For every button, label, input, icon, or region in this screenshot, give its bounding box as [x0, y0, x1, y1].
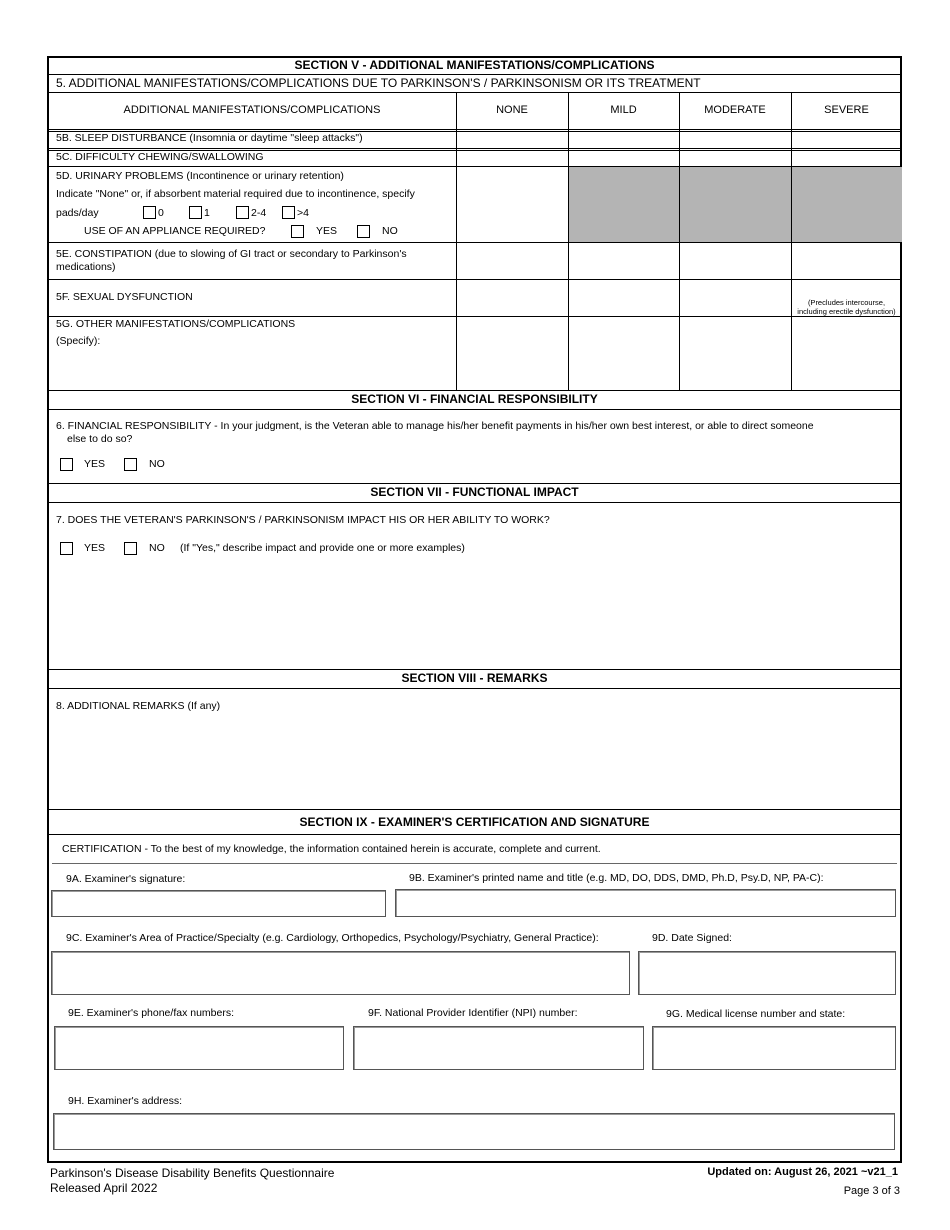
divider	[48, 316, 901, 317]
pads-1-checkbox[interactable]	[189, 206, 202, 219]
row-5c-label: 5C. DIFFICULTY CHEWING/SWALLOWING	[56, 151, 264, 163]
col-header-moderate: MODERATE	[704, 104, 766, 116]
section7-question: 7. DOES THE VETERAN'S PARKINSON'S / PARKINSONISM IMPACT HIS OR HER ABILITY TO WORK?	[56, 514, 550, 526]
col-header-none: NONE	[496, 104, 528, 116]
impact-yes-checkbox[interactable]	[60, 542, 73, 555]
appliance-question: USE OF AN APPLIANCE REQUIRED?	[84, 225, 266, 237]
rating-cell-5e-none[interactable]	[457, 243, 567, 278]
appliance-yes-checkbox[interactable]	[291, 225, 304, 238]
phone-fax-field[interactable]	[54, 1026, 344, 1070]
divider	[48, 502, 901, 503]
remarks-area[interactable]	[52, 716, 897, 806]
footer-page-number: Page 3 of 3	[843, 1185, 900, 1197]
section6-heading: SECTION VI - FINANCIAL RESPONSIBILITY	[351, 392, 598, 406]
divider	[48, 834, 901, 835]
impact-note: (If "Yes," describe impact and provide one or more examples)	[180, 542, 465, 554]
row-5d-instructions: Indicate "None" or, if absorbent material required due to incontinence, specify	[56, 188, 415, 200]
label-9b: 9B. Examiner's printed name and title (e.g. MD, DO, DDS, DMD, Ph.D, Psy.D, NP, PA-C):	[409, 872, 824, 884]
remarks-label: 8. ADDITIONAL REMARKS (If any)	[56, 700, 221, 712]
divider	[48, 409, 901, 410]
pads-0-checkbox[interactable]	[143, 206, 156, 219]
label-9a: 9A. Examiner's signature:	[66, 873, 186, 885]
footer-released: Released April 2022	[50, 1181, 158, 1195]
label-9h: 9H. Examiner's address:	[68, 1095, 183, 1107]
column-divider	[568, 92, 569, 390]
certification-text: CERTIFICATION - To the best of my knowledge, the information contained herein is accurate, complete and current.	[62, 843, 601, 855]
signature-field[interactable]	[51, 890, 386, 917]
row-5g-specify: (Specify):	[56, 335, 101, 347]
npi-field[interactable]	[353, 1026, 644, 1070]
footer-updated: Updated on: August 26, 2021 ~v21_1	[707, 1166, 898, 1178]
row-5f-note-cont: including erectile dysfunction)	[797, 307, 896, 316]
label-9e: 9E. Examiner's phone/fax numbers:	[68, 1007, 235, 1019]
shaded-cells	[569, 167, 902, 242]
pads-0-label: 0	[158, 207, 164, 219]
label-9g: 9G. Medical license number and state:	[666, 1008, 846, 1020]
divider	[48, 148, 901, 149]
printed-name-field[interactable]	[395, 889, 896, 917]
column-divider	[791, 92, 792, 390]
specialty-field[interactable]	[51, 951, 630, 995]
footer-form-title: Parkinson's Disease Disability Benefits Questionnaire	[50, 1166, 335, 1180]
pads-2-4-label: 2-4	[251, 207, 267, 219]
section9-heading: SECTION IX - EXAMINER'S CERTIFICATION AND SIGNATURE	[299, 815, 650, 829]
divider	[52, 863, 897, 864]
divider	[48, 809, 901, 810]
col-header-mild: MILD	[610, 104, 637, 116]
col-header-manifestations: ADDITIONAL MANIFESTATIONS/COMPLICATIONS	[123, 104, 381, 116]
col-header-severe: SEVERE	[824, 104, 869, 116]
pads-2-4-checkbox[interactable]	[236, 206, 249, 219]
row-5e-label: 5E. CONSTIPATION (due to slowing of GI tract or secondary to Parkinson's	[56, 248, 407, 260]
pads-gt4-checkbox[interactable]	[282, 206, 295, 219]
appliance-no-label: NO	[382, 225, 398, 237]
divider	[48, 279, 901, 280]
appliance-no-checkbox[interactable]	[357, 225, 370, 238]
divider	[48, 74, 901, 75]
label-9d: 9D. Date Signed:	[652, 932, 732, 944]
section6-question: 6. FINANCIAL RESPONSIBILITY - In your judgment, is the Veteran able to manage his/her benefit payments in his/her own best interest, or able to direct someone	[56, 420, 814, 432]
section8-heading: SECTION VIII - REMARKS	[401, 671, 548, 685]
section5-question: 5. ADDITIONAL MANIFESTATIONS/COMPLICATIONS DUE TO PARKINSON'S / PARKINSONISM OR ITS TREATMENT	[56, 76, 701, 90]
label-9f: 9F. National Provider Identifier (NPI) number:	[368, 1007, 578, 1019]
divider	[48, 129, 901, 130]
row-5f-note: (Precludes intercourse,	[807, 298, 886, 307]
impact-yes-label: YES	[84, 542, 106, 554]
financial-yes-label: YES	[84, 458, 106, 470]
date-signed-field[interactable]	[638, 951, 896, 995]
pads-gt4-label: >4	[297, 207, 309, 219]
section7-heading: SECTION VII - FUNCTIONAL IMPACT	[370, 485, 579, 499]
financial-no-checkbox[interactable]	[124, 458, 137, 471]
row-5b-label: 5B. SLEEP DISTURBANCE (Insomnia or daytime "sleep attacks")	[56, 132, 363, 144]
row-5g-label: 5G. OTHER MANIFESTATIONS/COMPLICATIONS	[56, 318, 296, 330]
rating-cell-5b-none[interactable]	[457, 132, 567, 148]
financial-yes-checkbox[interactable]	[60, 458, 73, 471]
label-9c: 9C. Examiner's Area of Practice/Specialty (e.g. Cardiology, Orthopedics, Psychology/Psychiatry, General Practice):	[66, 932, 599, 944]
column-divider	[679, 92, 680, 390]
section5-heading: SECTION V - ADDITIONAL MANIFESTATIONS/COMPLICATIONS	[294, 58, 655, 72]
impact-no-checkbox[interactable]	[124, 542, 137, 555]
address-field[interactable]	[53, 1113, 895, 1150]
row-5d-pads-label: pads/day	[56, 207, 99, 219]
pads-1-label: 1	[204, 207, 210, 219]
divider	[48, 166, 901, 167]
row-5f-label: 5F. SEXUAL DYSFUNCTION	[56, 291, 193, 303]
row-5e-label-cont: medications)	[56, 261, 116, 273]
row-5d-title: 5D. URINARY PROBLEMS (Incontinence or urinary retention)	[56, 170, 344, 182]
appliance-yes-label: YES	[316, 225, 338, 237]
impact-description-area[interactable]	[52, 562, 897, 667]
impact-no-label: NO	[149, 542, 165, 554]
divider	[48, 688, 901, 689]
financial-no-label: NO	[149, 458, 165, 470]
section6-question-cont: else to do so?	[67, 433, 133, 445]
divider	[48, 92, 901, 93]
license-field[interactable]	[652, 1026, 896, 1070]
